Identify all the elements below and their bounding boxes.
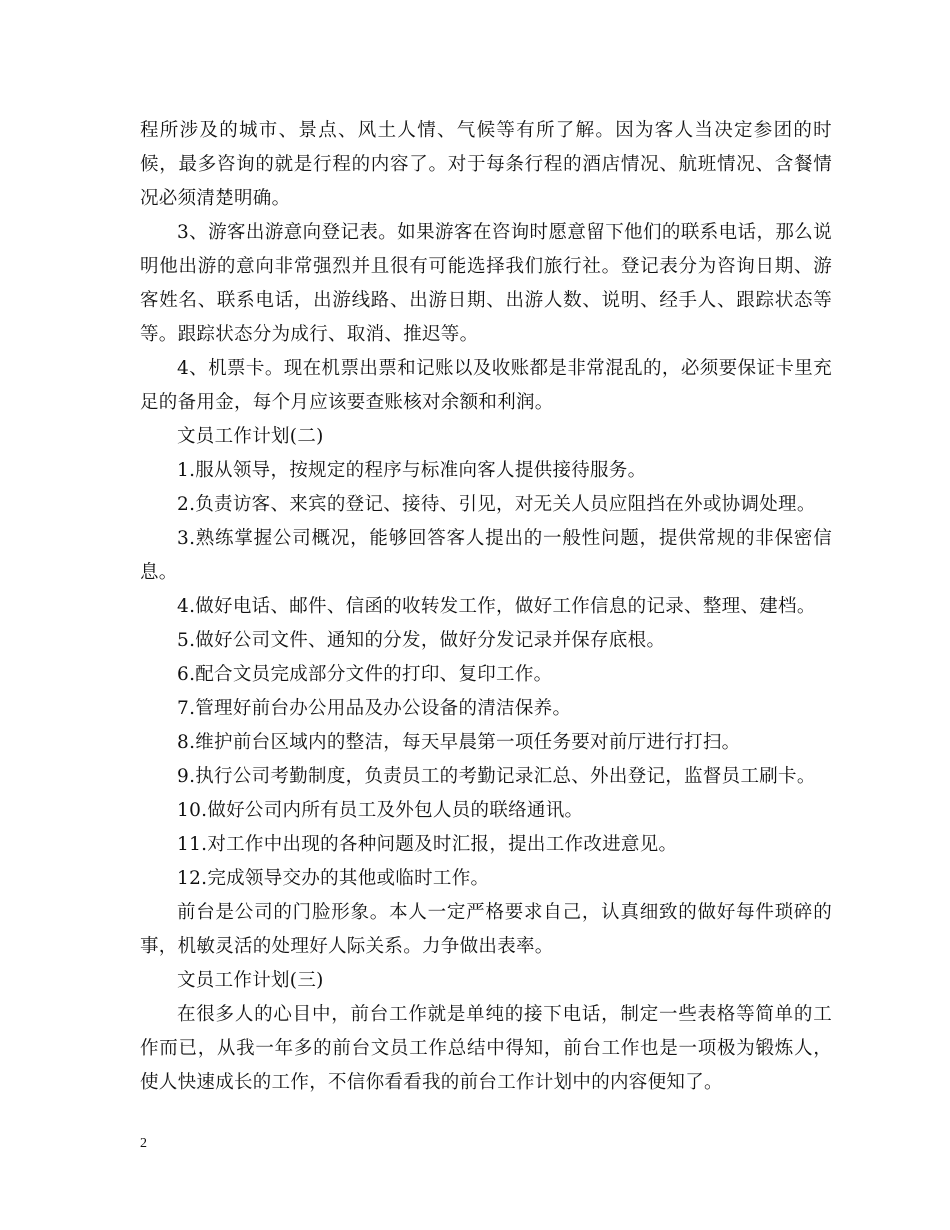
list-item-11: 11.对工作中出现的各种问题及时汇报，提出工作改进意见。 xyxy=(177,834,678,855)
page-number: 2 xyxy=(140,1136,147,1151)
list-item-2: 2.负责访客、来宾的登记、接待、引见，对无关人员应阻挡在外或协调处理。 xyxy=(177,494,816,515)
paragraph-itinerary-continuation: 程所涉及的城市、景点、风土人情、气候等有所了解。因为客人当决定参团的时候，最多咨询的就是行程的内容了。对于每条行程的酒店情况、航班情况、含餐情况必须清楚明确。 xyxy=(140,120,832,209)
paragraph-item-4-ticket-card: 4、机票卡。现在机票出票和记账以及收账都是非常混乱的，必须要保证卡里充足的备用金，每个月应该要查账核对余额和利润。 xyxy=(140,358,832,413)
list-item-3: 3.熟练掌握公司概况，能够回答客人提出的一般性问题，提供常规的非保密信息。 xyxy=(140,528,832,583)
section-heading-plan-two: 文员工作计划(二) xyxy=(177,426,324,447)
paragraph-item-3-registration-form: 3、游客出游意向登记表。如果游客在咨询时愿意留下他们的联系电话，那么说明他出游的意向非常强烈并且很有可能选择我们旅行社。登记表分为咨询日期、游客姓名、联系电话，出游线路、出游日期、出游人数、说明、经手人、跟踪状态等等。跟踪状态分为成行、取消、推迟等。 xyxy=(140,222,832,345)
paragraph-front-desk-image: 前台是公司的门脸形象。本人一定严格要求自己，认真细致的做好每件琐碎的事，机敏灵活的处理好人际关系。力争做出表率。 xyxy=(140,902,832,957)
list-item-8: 8.维护前台区域内的整洁，每天早晨第一项任务要对前厅进行打扫。 xyxy=(177,732,741,753)
list-item-9: 9.执行公司考勤制度，负责员工的考勤记录汇总、外出登记，监督员工刷卡。 xyxy=(177,766,816,787)
list-item-5: 5.做好公司文件、通知的分发，做好分发记录并保存底根。 xyxy=(177,630,666,651)
paragraph-front-desk-work: 在很多人的心目中，前台工作就是单纯的接下电话，制定一些表格等简单的工作而已，从我一年多的前台文员工作总结中得知，前台工作也是一项极为锻炼人，使人快速成长的工作，不信你看看我的前台工作计划中的内容便知了。 xyxy=(140,1004,832,1093)
list-item-1: 1.服从领导，按规定的程序与标准向客人提供接待服务。 xyxy=(177,460,647,481)
list-item-7: 7.管理好前台办公用品及办公设备的清洁保养。 xyxy=(177,698,572,719)
list-item-6: 6.配合文员完成部分文件的打印、复印工作。 xyxy=(177,664,553,685)
list-item-12: 12.完成领导交办的其他或临时工作。 xyxy=(177,868,490,889)
list-item-10: 10.做好公司内所有员工及外包人员的联络通讯。 xyxy=(177,800,584,821)
list-item-4: 4.做好电话、邮件、信函的收转发工作，做好工作信息的记录、整理、建档。 xyxy=(177,596,816,617)
section-heading-plan-three: 文员工作计划(三) xyxy=(177,970,324,991)
document-body xyxy=(140,114,832,1100)
